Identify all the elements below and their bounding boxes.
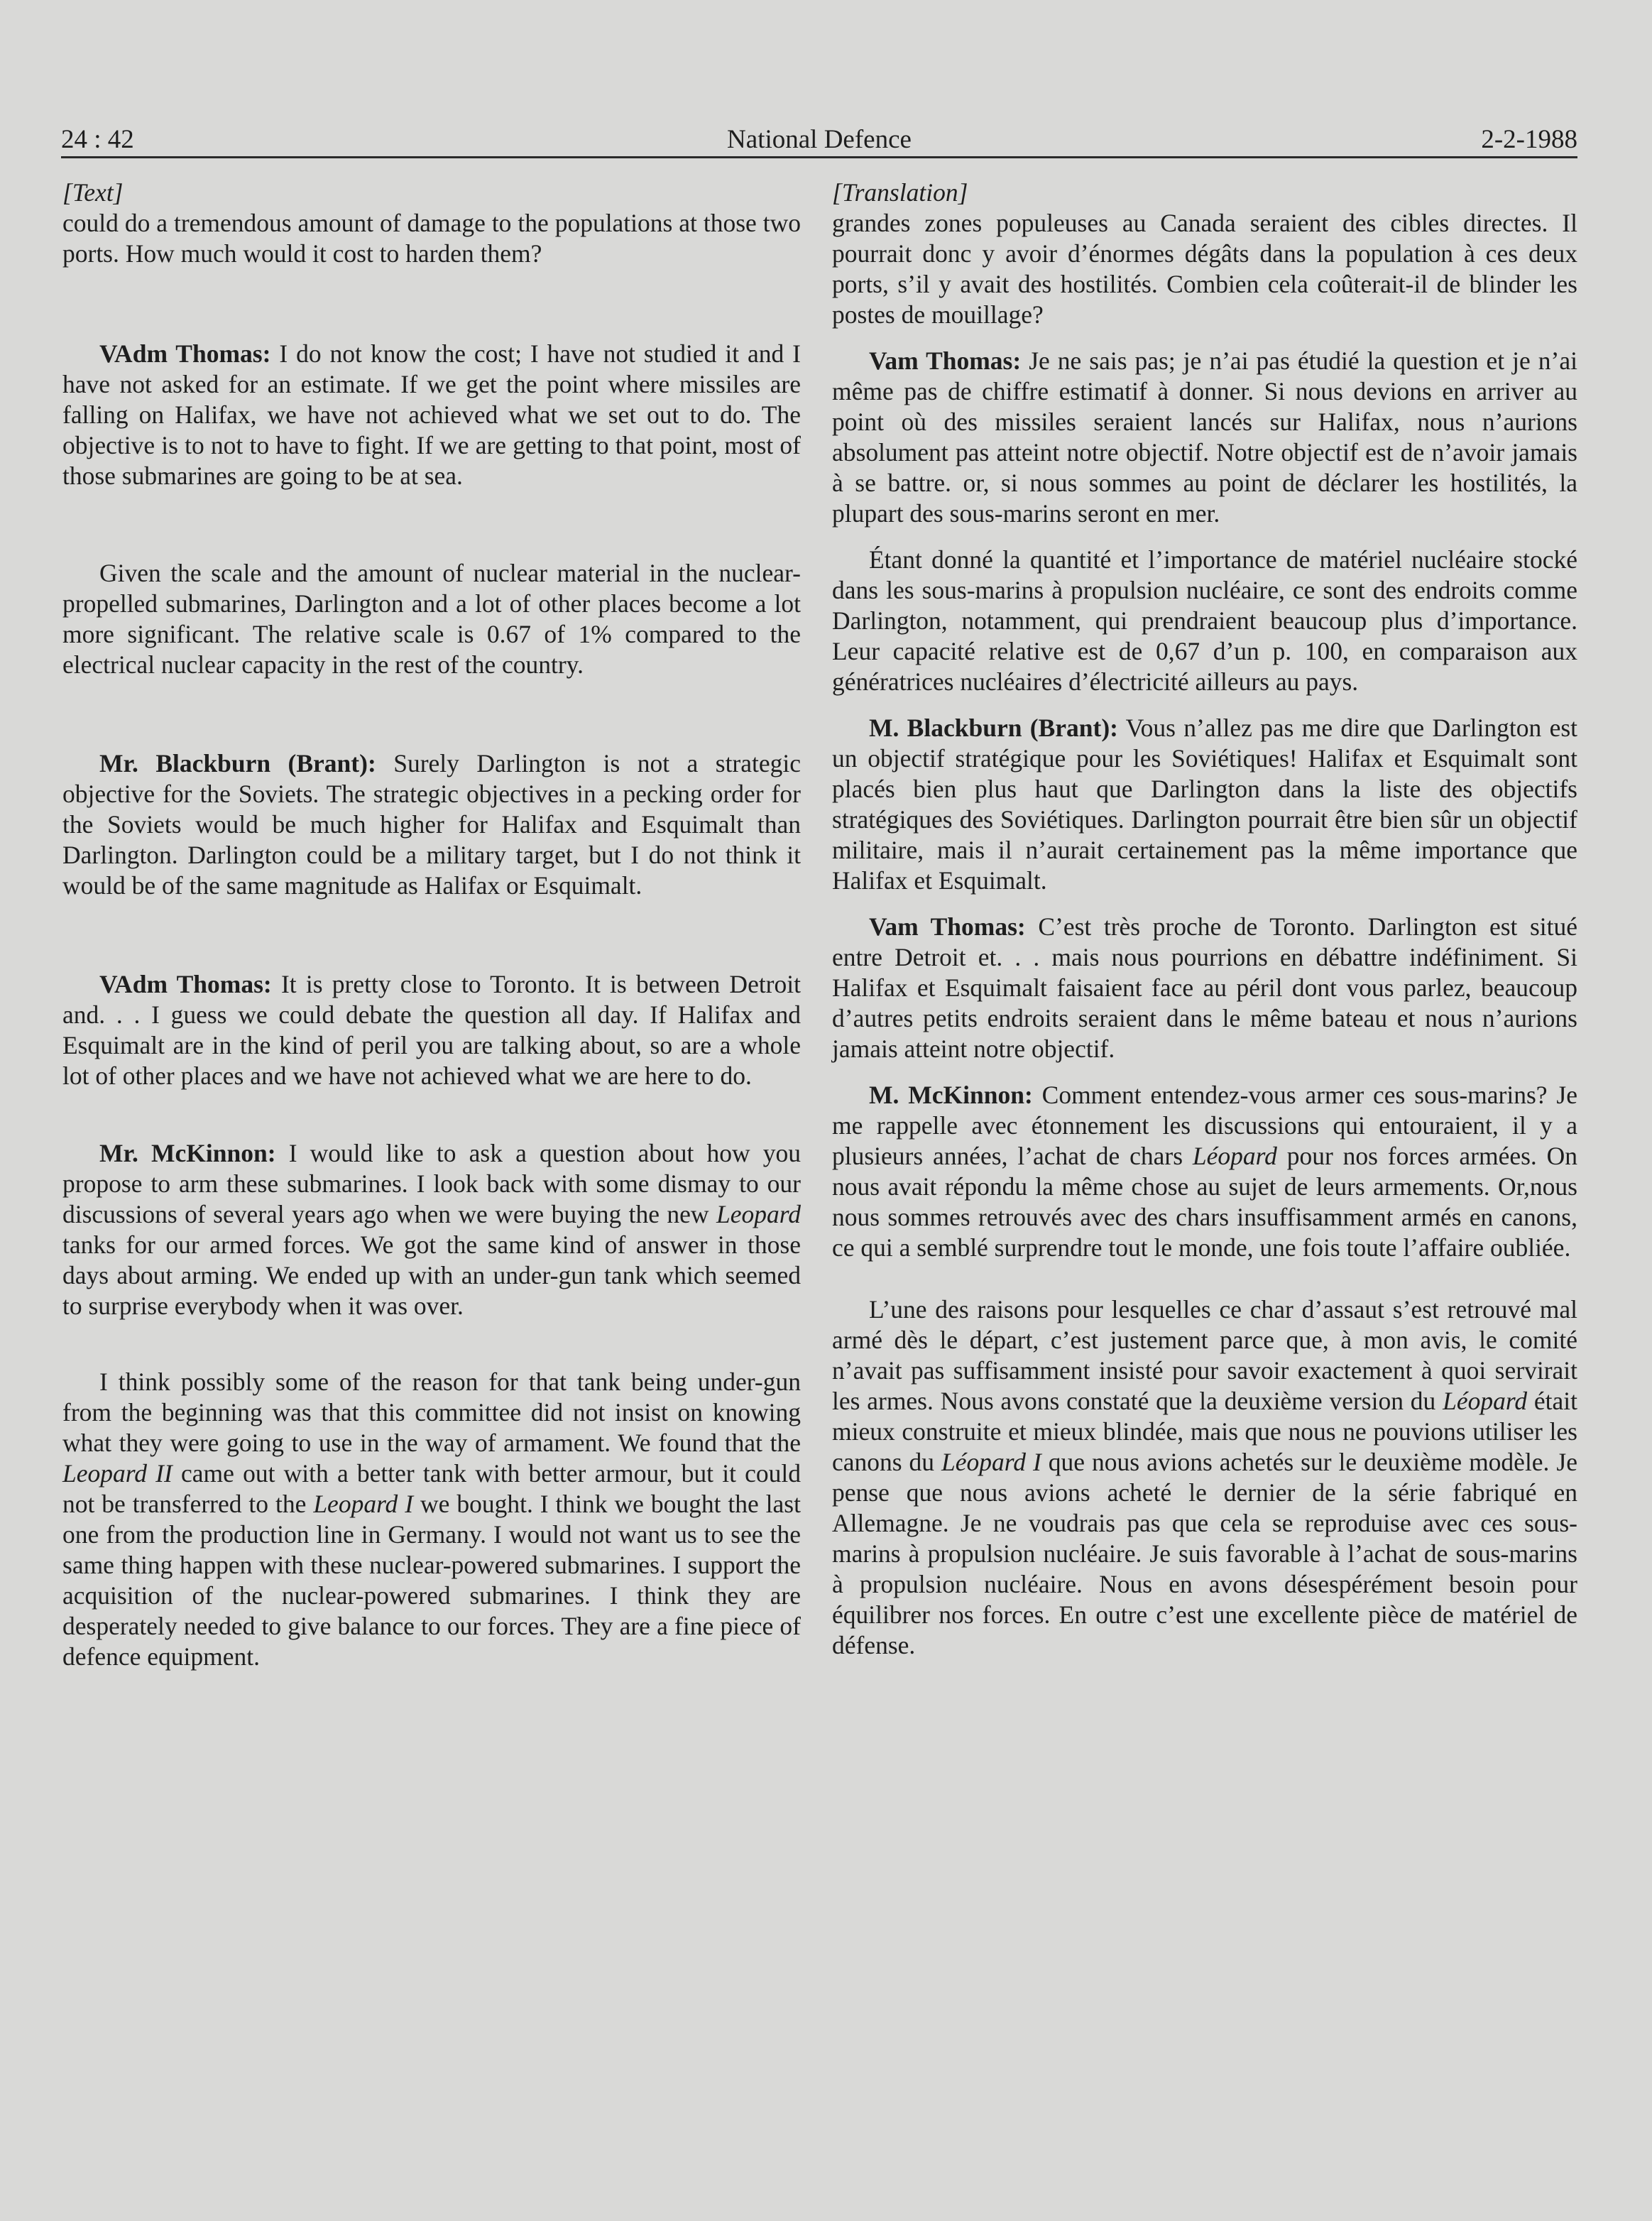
speech-text: It is pretty close to Toronto. It is between Detroit and. . . I guess we could debate the question all day. If Halifax and Esquimalt are in the kind of peril you are talking about, so are a whole lot of other places and we have not achieved what we are here to do.	[62, 970, 801, 1090]
speaker-name: Vam Thomas:	[869, 346, 1022, 375]
paragraph-5	[832, 912, 1577, 1064]
paragraph-3: Given the scale and the amount of nuclear material in the nuclear-propelled submarines, Darlington and a lot of other places become a lot more significant. The relative scale is 0.67 of 1% compared to the electrical nuclear capacity in the rest of the country.	[62, 559, 801, 679]
speech-text: C’est très proche de Toronto. Darlington est situé entre Detroit et. . . mais nous pourrions en débattre indéfiniment. Si Halifax et Esquimalt faisaient face au péril dont vous parlez, beaucoup d’autres petits endroits seraient dans le même bateau et nous n’aurions jamais atteint notre objectif.	[832, 912, 1577, 1063]
speech-text: Vous n’allez pas me dire que Darlington est un objectif stratégique pour les Soviétiques! Halifax et Esquimalt sont placés bien plus haut que Darlington dans la liste des objectifs stratégiques des Soviétiques. Darlington pourrait être bien sûr un objectif militaire, mais il n’aurait certainement pas la même importance que Halifax et Esquimalt.	[832, 714, 1577, 895]
paragraph-6	[62, 1138, 801, 1321]
speech-text: était mieux construite et mieux blindée, mais que nous ne pouvions utiliser les canons du	[832, 1387, 1577, 1476]
speech-text: Surely Darlington is not a strategic objective for the Soviets. The strategic objectives in a pecking order for the Soviets would be much higher for Halifax and Esquimalt than Darlington. Darlington could be a military target, but I do not think it would be of the same magnitude as Halifax or Esquimalt.	[62, 749, 801, 900]
emphasis-text: Léopard	[1443, 1387, 1528, 1415]
header-rule	[61, 156, 1577, 158]
paragraph-7	[832, 1294, 1577, 1661]
paragraph-2	[62, 339, 801, 491]
paragraph-1: could do a tremendous amount of damage to the populations at those two ports. How much would it cost to harden them?	[62, 209, 801, 268]
section-label-translation: [Translation]	[832, 178, 968, 207]
paragraph-4	[832, 713, 1577, 896]
emphasis-text: Léopard	[1192, 1142, 1277, 1170]
paragraph-6	[832, 1080, 1577, 1263]
page-header	[61, 119, 1577, 159]
speech-text: came out with a better tank with better armour, but it could not be transferred to the	[62, 1459, 801, 1518]
english-column	[62, 178, 801, 1672]
paragraph-5	[62, 969, 801, 1091]
speech-text: we bought. I think we bought the last one from the production line in Germany. I would not want us to see the same thing happen with these nuclear-powered submarines. I support the acquisition of the nuclear-powered submarines. I think they are desperately needed to give balance to our forces. They are a fine piece of defence equipment.	[62, 1490, 801, 1671]
speaker-name: Vam Thomas:	[869, 912, 1026, 941]
page-title: National Defence	[727, 125, 912, 154]
speaker-name: VAdm Thomas:	[99, 339, 271, 368]
speaker-name: VAdm Thomas:	[99, 970, 272, 998]
paragraph-3: Étant donné la quantité et l’importance de matériel nucléaire stocké dans les sous-marins à propulsion nucléaire, ce sont des endroits comme Darlington, notamment, qui prendraient beaucoup plus d’importance. Leur capacité relative est de 0,67 d’un p. 100, en comparaison aux génératrices nucléaires d’électricité ailleurs au pays.	[832, 545, 1577, 696]
speech-text: tanks for our armed forces. We got the same kind of answer in those days about arming. We ended up with an under-gun tank which seemed to surprise everybody when it was over.	[62, 1230, 801, 1320]
speech-text: Je ne sais pas; je n’ai pas étudié la question et je n’ai même pas de chiffre estimatif à donner. Si nous devions en arriver au point où des missiles seraient lancés sur Halifax, nous n’aurions absolument pas atteint notre objectif. Notre objectif est de n’avoir jamais à se battre. or, si nous sommes au point de déclarer les hostilités, la plupart des sous-marins seront en mer.	[832, 346, 1577, 528]
speaker-name: Mr. Blackburn (Brant):	[99, 749, 376, 777]
page-number: 24 : 42	[61, 125, 134, 154]
speech-text: I think possibly some of the reason for that tank being under-gun from the beginning was that this committee did not insist on knowing what they were going to use in the way of armament. We found that the	[62, 1368, 801, 1457]
paragraph-2	[832, 346, 1577, 529]
paragraph-4	[62, 748, 801, 901]
emphasis-text: Leopard	[716, 1200, 801, 1228]
speech-text: L’une des raisons pour lesquelles ce char d’assaut s’est retrouvé mal armé dès le départ, c’est justement parce que, à mon avis, le comité n’avait pas suffisamment insisté pour savoir exactement à quoi servirait les armes. Nous avons constaté que la deuxième version du	[832, 1295, 1577, 1415]
emphasis-text: Léopard I	[941, 1448, 1041, 1476]
speech-text: pour nos forces armées. On nous avait répondu la même chose au sujet de leurs armements. Or,nous nous sommes retrouvés avec des chars insuffisamment armés en canons, ce qui a semblé surprendre tout le monde, une fois toute l’affaire oubliée.	[832, 1142, 1578, 1262]
speaker-name: M. Blackburn (Brant):	[869, 714, 1118, 742]
speaker-name: Mr. McKinnon:	[99, 1139, 276, 1167]
emphasis-text: Leopard I	[313, 1490, 414, 1518]
speech-text: I would like to ask a question about how you propose to arm these submarines. I look back with some dismay to our discussions of several years ago when we were buying the new	[62, 1139, 801, 1228]
emphasis-text: Leopard II	[62, 1459, 173, 1488]
speech-text: que nous avions achetés sur le deuxième modèle. Je pense que nous avions acheté le dernier de la série fabriqué en Allemagne. Je ne voudrais pas que cela se reproduise avec ces sous-marins à propulsion nucléaire. Je suis favorable à l’achat de sous-marins à propulsion nucléaire. Nous en avons désespérément besoin pour équilibrer nos forces. En outre c’est une excellente pièce de matériel de défense.	[832, 1448, 1577, 1659]
section-label-text: [Text]	[62, 178, 124, 207]
paragraph-7	[62, 1367, 801, 1672]
paragraph-1: grandes zones populeuses au Canada seraient des cibles directes. Il pourrait donc y avoir d’énormes dégâts dans la population à ces deux ports, s’il y avait des hostilités. Combien cela coûterait-il de blinder les postes de mouillage?	[832, 209, 1577, 329]
speech-text: I do not know the cost; I have not studied it and I have not asked for an estimate. If we get the point where missiles are falling on Halifax, we have not achieved what we set out to do. The objective is to not to have to fight. If we are getting to that point, most of those submarines are going to be at sea.	[62, 339, 801, 490]
french-column	[832, 178, 1577, 1661]
speaker-name: M. McKinnon:	[869, 1081, 1033, 1109]
speech-text: Comment entendez-vous armer ces sous-marins? Je me rappelle avec étonnement les discussions qui entouraient, il y a plusieurs années, l’achat de chars	[832, 1081, 1577, 1170]
page-date: 2-2-1988	[1481, 125, 1577, 154]
